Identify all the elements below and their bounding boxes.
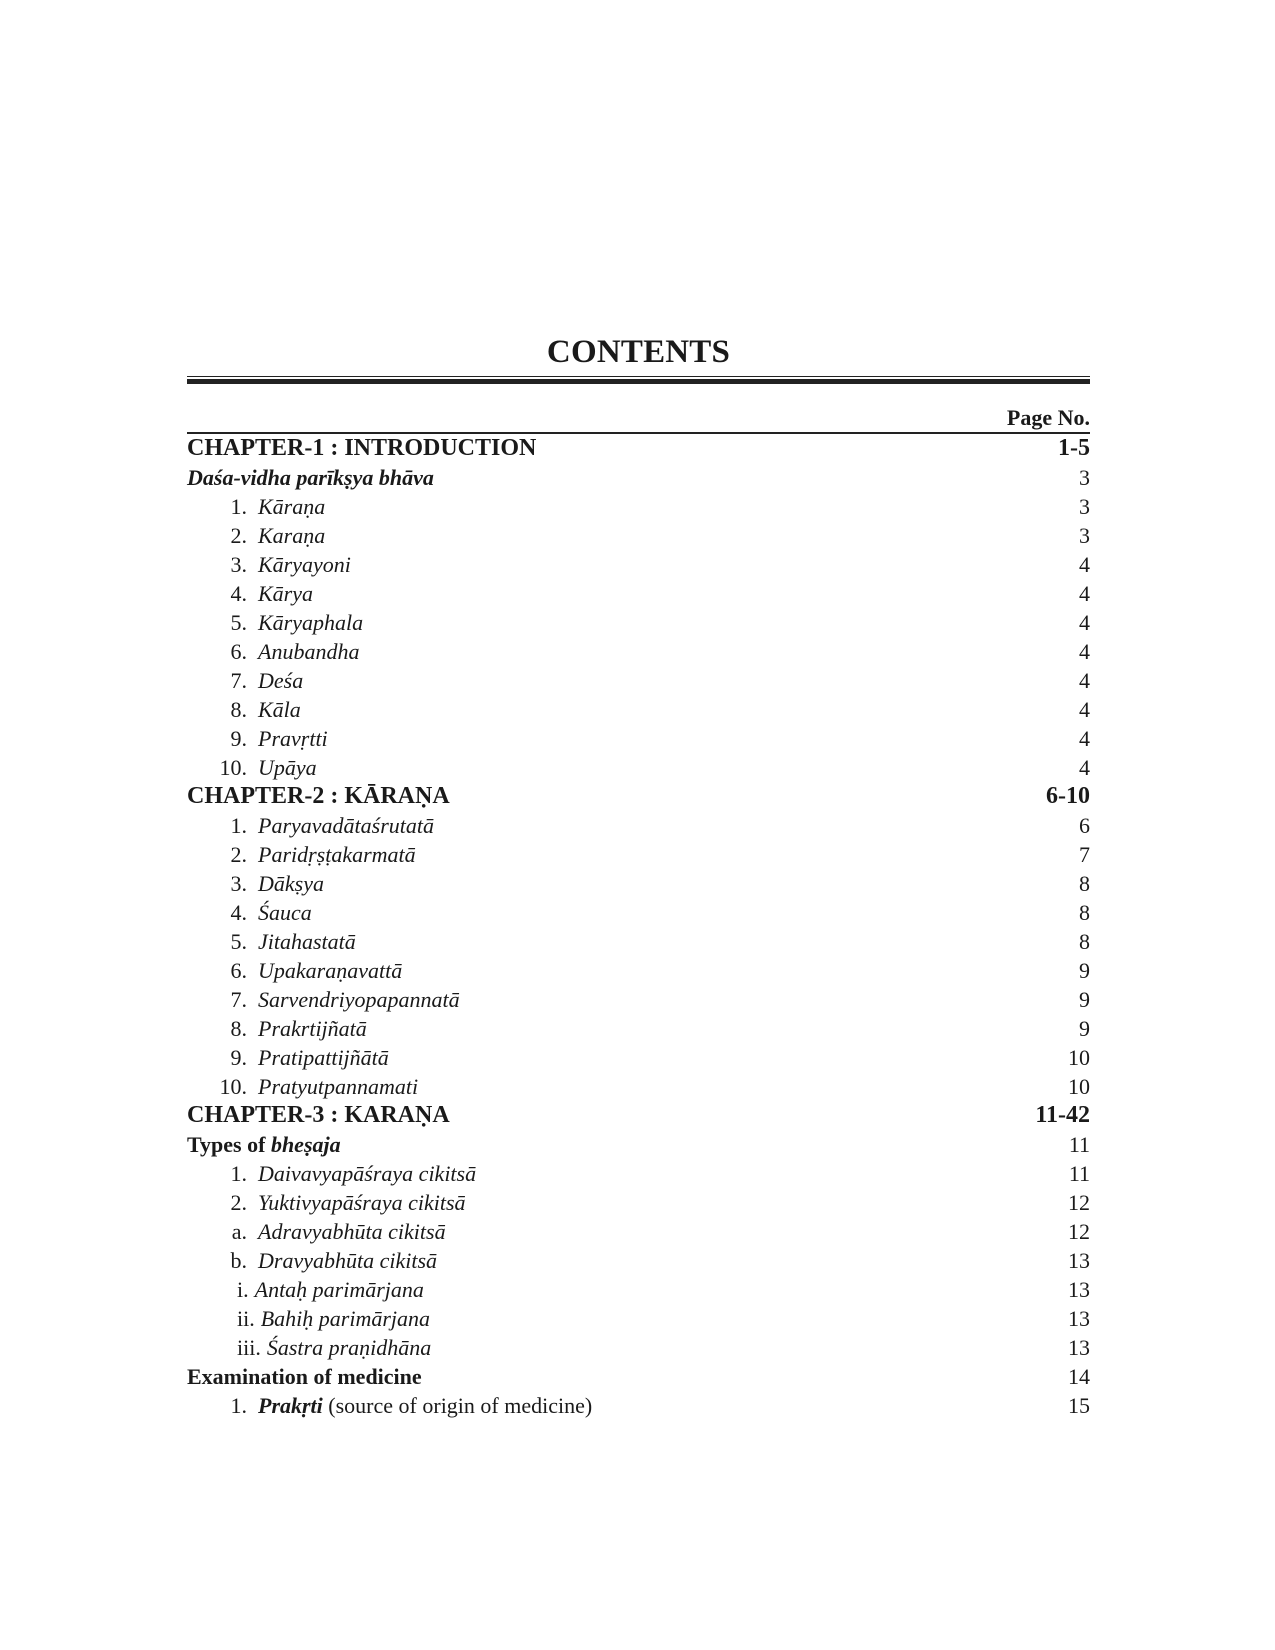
toc-entry-title	[187, 782, 450, 811]
entry-label: Pravṛtti	[258, 726, 328, 751]
entry-label: Antaḥ parimārjana	[254, 1277, 424, 1302]
toc-entry-chapter[interactable]	[187, 782, 1090, 811]
page-number: 13	[1068, 1335, 1090, 1360]
entry-label-group	[258, 1159, 476, 1188]
entry-label: Paryavadātaśrutatā	[258, 813, 434, 838]
toc-entry-item[interactable]	[187, 956, 1090, 985]
entry-number: 9.	[230, 1045, 247, 1070]
toc-entry-item[interactable]	[187, 521, 1090, 550]
page-number: 11	[1068, 1132, 1090, 1157]
entry-number: 1.	[230, 494, 247, 519]
entry-label-group	[255, 1275, 424, 1304]
entry-label: Daivavyapāśraya cikitsā	[258, 1161, 477, 1186]
entry-number: iii.	[237, 1335, 261, 1360]
entry-number: 1.	[230, 1161, 247, 1186]
chapter-label: CHAPTER-3 : KARAṆA	[187, 1102, 450, 1128]
entry-label: Prakrtijñatā	[258, 1016, 367, 1041]
toc-entry-chapter[interactable]	[187, 1101, 1090, 1130]
page-number: 4	[1079, 581, 1090, 606]
entry-label-group	[258, 1188, 466, 1217]
page-number: 8	[1079, 929, 1090, 954]
entry-label-group	[258, 1014, 367, 1043]
entry-number: i.	[237, 1277, 249, 1302]
page-number: 4	[1079, 610, 1090, 635]
entry-label-group	[258, 695, 301, 724]
page-number: 4	[1079, 755, 1090, 780]
chapter-label: CHAPTER-2 : KĀRAṆA	[187, 783, 450, 809]
entry-number: 8.	[230, 697, 247, 722]
toc-entry-item[interactable]	[187, 1014, 1090, 1043]
toc-entry-title	[187, 550, 351, 579]
page-number: 8	[1079, 900, 1090, 925]
page-number: 11	[1068, 1161, 1090, 1186]
entry-label: Paridṛṣṭakarmatā	[258, 842, 416, 867]
toc-entry-title	[187, 1014, 367, 1043]
chapter-label: CHAPTER-1 : INTRODUCTION	[187, 435, 537, 461]
entry-number: 7.	[230, 987, 247, 1012]
page-number: 10	[1068, 1074, 1090, 1099]
page-number: 4	[1079, 726, 1090, 751]
entry-label: Upāya	[258, 755, 317, 780]
toc-entry-item[interactable]	[187, 898, 1090, 927]
entry-label: Kāryaphala	[258, 610, 364, 635]
entry-label: Prakṛti	[258, 1393, 323, 1418]
toc-entry-title	[187, 1246, 437, 1275]
entry-number: 2.	[230, 523, 247, 548]
entry-label: Bahiḥ parimārjana	[260, 1306, 431, 1331]
entry-number: 4.	[230, 581, 247, 606]
toc-entry-title	[187, 434, 536, 463]
page-number: 4	[1079, 668, 1090, 693]
entry-number: 4.	[230, 900, 247, 925]
toc-entry-title	[187, 898, 312, 927]
page-number: 11-42	[1035, 1102, 1090, 1128]
entry-number: b.	[230, 1248, 247, 1273]
entry-number: 6.	[230, 639, 247, 664]
toc-entry-section[interactable]	[187, 1130, 1090, 1159]
page-number: 4	[1079, 639, 1090, 664]
toc-entry-item[interactable]	[187, 753, 1090, 782]
toc-entry-item[interactable]	[187, 1159, 1090, 1188]
entry-label: Kāraṇa	[258, 494, 326, 519]
toc-entry-chapter[interactable]	[187, 434, 1090, 463]
page-number: 10	[1068, 1045, 1090, 1070]
page-number: 12	[1068, 1190, 1090, 1215]
page-number: 4	[1079, 552, 1090, 577]
entry-number: a.	[231, 1219, 247, 1244]
toc-entry-title	[187, 1188, 466, 1217]
entry-label-group	[258, 753, 317, 782]
toc-entries	[187, 434, 1090, 1420]
page-number: 15	[1068, 1393, 1090, 1418]
entry-label-group	[258, 1072, 418, 1101]
toc-entry-title	[187, 1101, 450, 1130]
toc-entry-title	[187, 1130, 341, 1159]
toc-entry-item[interactable]	[187, 695, 1090, 724]
toc-entry-title	[187, 869, 324, 898]
section-label: Daśa-vidha parīkṣya bhāva	[187, 465, 434, 490]
title-rule-thick	[187, 379, 1090, 384]
entry-label-group	[258, 869, 324, 898]
entry-number: 2.	[230, 842, 247, 867]
entry-label-group	[258, 927, 356, 956]
entry-label: Deśa	[258, 668, 304, 693]
entry-number: 1.	[230, 813, 247, 838]
toc-entry-title	[187, 956, 402, 985]
entry-label-group	[258, 608, 363, 637]
page-number: 6-10	[1046, 783, 1090, 809]
toc-entry-title	[187, 1275, 424, 1304]
entry-label: Śastra praṇidhāna	[266, 1335, 432, 1360]
toc-entry-title	[187, 1304, 430, 1333]
entry-label-group	[258, 956, 402, 985]
page-number: 9	[1079, 987, 1090, 1012]
toc-entry-title	[187, 724, 328, 753]
page-number: 7	[1079, 842, 1090, 867]
entry-label-group	[258, 898, 312, 927]
toc-entry-title	[187, 463, 434, 492]
toc-entry-title	[187, 492, 325, 521]
toc-entry-item[interactable]	[187, 927, 1090, 956]
toc-entry-item[interactable]	[187, 579, 1090, 608]
toc-entry-subitem[interactable]	[187, 1304, 1090, 1333]
toc-entry-subitem[interactable]	[187, 1275, 1090, 1304]
toc-entry-item[interactable]	[187, 985, 1090, 1014]
toc-entry-title	[187, 608, 363, 637]
entry-label: Pratipattijñātā	[258, 1045, 389, 1070]
section-label: Examination of medicine	[187, 1364, 422, 1389]
title-rule-thin	[187, 376, 1090, 377]
section-label-italic: bheṣaja	[270, 1132, 341, 1157]
entry-label: Dākṣya	[258, 871, 324, 896]
entry-number: 7.	[230, 668, 247, 693]
entry-number: 8.	[230, 1016, 247, 1041]
page-title: CONTENTS	[546, 334, 731, 370]
entry-label-group	[258, 1246, 437, 1275]
entry-number: 5.	[230, 929, 247, 954]
page-number: 6	[1079, 813, 1090, 838]
toc-entry-title	[187, 1391, 592, 1420]
page-number: 13	[1068, 1248, 1090, 1273]
page-number: 14	[1068, 1364, 1090, 1389]
page-number: 12	[1068, 1219, 1090, 1244]
toc-entry-item[interactable]	[187, 811, 1090, 840]
entry-label: Kāryayoni	[258, 552, 351, 577]
entry-label: Śauca	[258, 900, 312, 925]
toc-entry-title	[187, 1333, 431, 1362]
toc-entry-section[interactable]	[187, 463, 1090, 492]
entry-label-group	[258, 840, 416, 869]
entry-label: Kārya	[258, 581, 313, 606]
entry-label: Upakaraṇavattā	[258, 958, 403, 983]
toc-entry-title	[187, 753, 317, 782]
toc-entry-title	[187, 840, 416, 869]
toc-entry-title	[187, 637, 359, 666]
toc-entry-section[interactable]	[187, 1362, 1090, 1391]
entry-number: 6.	[230, 958, 247, 983]
entry-number: ii.	[237, 1306, 255, 1331]
toc-entry-item[interactable]	[187, 724, 1090, 753]
entry-number: 1.	[230, 1393, 247, 1418]
entry-number: 3.	[230, 871, 247, 896]
page-no-header: Page No.	[1006, 405, 1090, 430]
entry-label-group	[258, 637, 359, 666]
entry-label: Dravyabhūta cikitsā	[258, 1248, 438, 1273]
entry-label: Kāla	[258, 697, 301, 722]
entry-label: Adravyabhūta cikitsā	[258, 1219, 446, 1244]
entry-number: 3.	[230, 552, 247, 577]
entry-label-group	[258, 521, 325, 550]
page-number: 9	[1079, 1016, 1090, 1041]
entry-label-group	[258, 1217, 446, 1246]
toc-entry-title	[187, 927, 356, 956]
section-label: Types of	[187, 1132, 271, 1157]
entry-label-group	[258, 492, 325, 521]
entry-label-group	[258, 985, 460, 1014]
page-number: 13	[1068, 1306, 1090, 1331]
entry-label-group	[267, 1333, 431, 1362]
page-number: 4	[1079, 697, 1090, 722]
toc-entry-item[interactable]	[187, 840, 1090, 869]
entry-label-group	[258, 811, 434, 840]
entry-label-group	[258, 666, 303, 695]
entry-number: 9.	[230, 726, 247, 751]
page-number: 8	[1079, 871, 1090, 896]
toc-entry-title	[187, 579, 313, 608]
entry-label: Yuktivyapāśraya cikitsā	[258, 1190, 466, 1215]
page-number: 3	[1079, 523, 1090, 548]
toc-entry-item[interactable]	[187, 1188, 1090, 1217]
toc-entry-item[interactable]	[187, 492, 1090, 521]
entry-label-group	[258, 579, 313, 608]
page-number: 3	[1079, 494, 1090, 519]
toc-entry-item[interactable]	[187, 1043, 1090, 1072]
entry-label: Jitahastatā	[258, 929, 356, 954]
toc-entry-item[interactable]	[187, 666, 1090, 695]
toc-entry-title	[187, 811, 434, 840]
entry-label: Karaṇa	[258, 523, 326, 548]
entry-number: 10.	[219, 755, 247, 780]
toc-entry-item[interactable]	[187, 1391, 1090, 1420]
toc-entry-item[interactable]	[187, 1246, 1090, 1275]
toc-entry-title	[187, 985, 460, 1014]
toc-entry-title	[187, 1043, 389, 1072]
toc-entry-item[interactable]	[187, 1072, 1090, 1101]
toc-entry-title	[187, 1362, 422, 1391]
toc-entry-item[interactable]	[187, 1217, 1090, 1246]
toc-entry-subitem[interactable]	[187, 1333, 1090, 1362]
toc-entry-title	[187, 521, 325, 550]
toc-entry-title	[187, 1217, 446, 1246]
entry-number: 5.	[230, 610, 247, 635]
entry-label-group	[261, 1304, 430, 1333]
toc-page	[187, 332, 1090, 1420]
entry-number: 10.	[219, 1074, 247, 1099]
entry-label: Pratyutpannamati	[258, 1074, 419, 1099]
toc-entry-title	[187, 666, 303, 695]
page-number: 9	[1079, 958, 1090, 983]
page-number: 3	[1079, 465, 1090, 490]
toc-entry-title	[187, 1072, 418, 1101]
page-number: 1-5	[1058, 435, 1090, 461]
entry-number: 2.	[230, 1190, 247, 1215]
toc-entry-title	[187, 695, 301, 724]
entry-label-group	[258, 724, 328, 753]
entry-label-group	[258, 1043, 389, 1072]
toc-entry-item[interactable]	[187, 550, 1090, 579]
toc-entry-title	[187, 1159, 476, 1188]
entry-label-note: (source of origin of medicine)	[322, 1393, 593, 1418]
toc-entry-item[interactable]	[187, 608, 1090, 637]
entry-label: Sarvendriyopapannatā	[258, 987, 460, 1012]
entry-label-group	[258, 1391, 592, 1420]
toc-entry-item[interactable]	[187, 637, 1090, 666]
toc-entry-item[interactable]	[187, 869, 1090, 898]
page-number: 13	[1068, 1277, 1090, 1302]
entry-label: Anubandha	[258, 639, 360, 664]
entry-label-group	[258, 550, 351, 579]
